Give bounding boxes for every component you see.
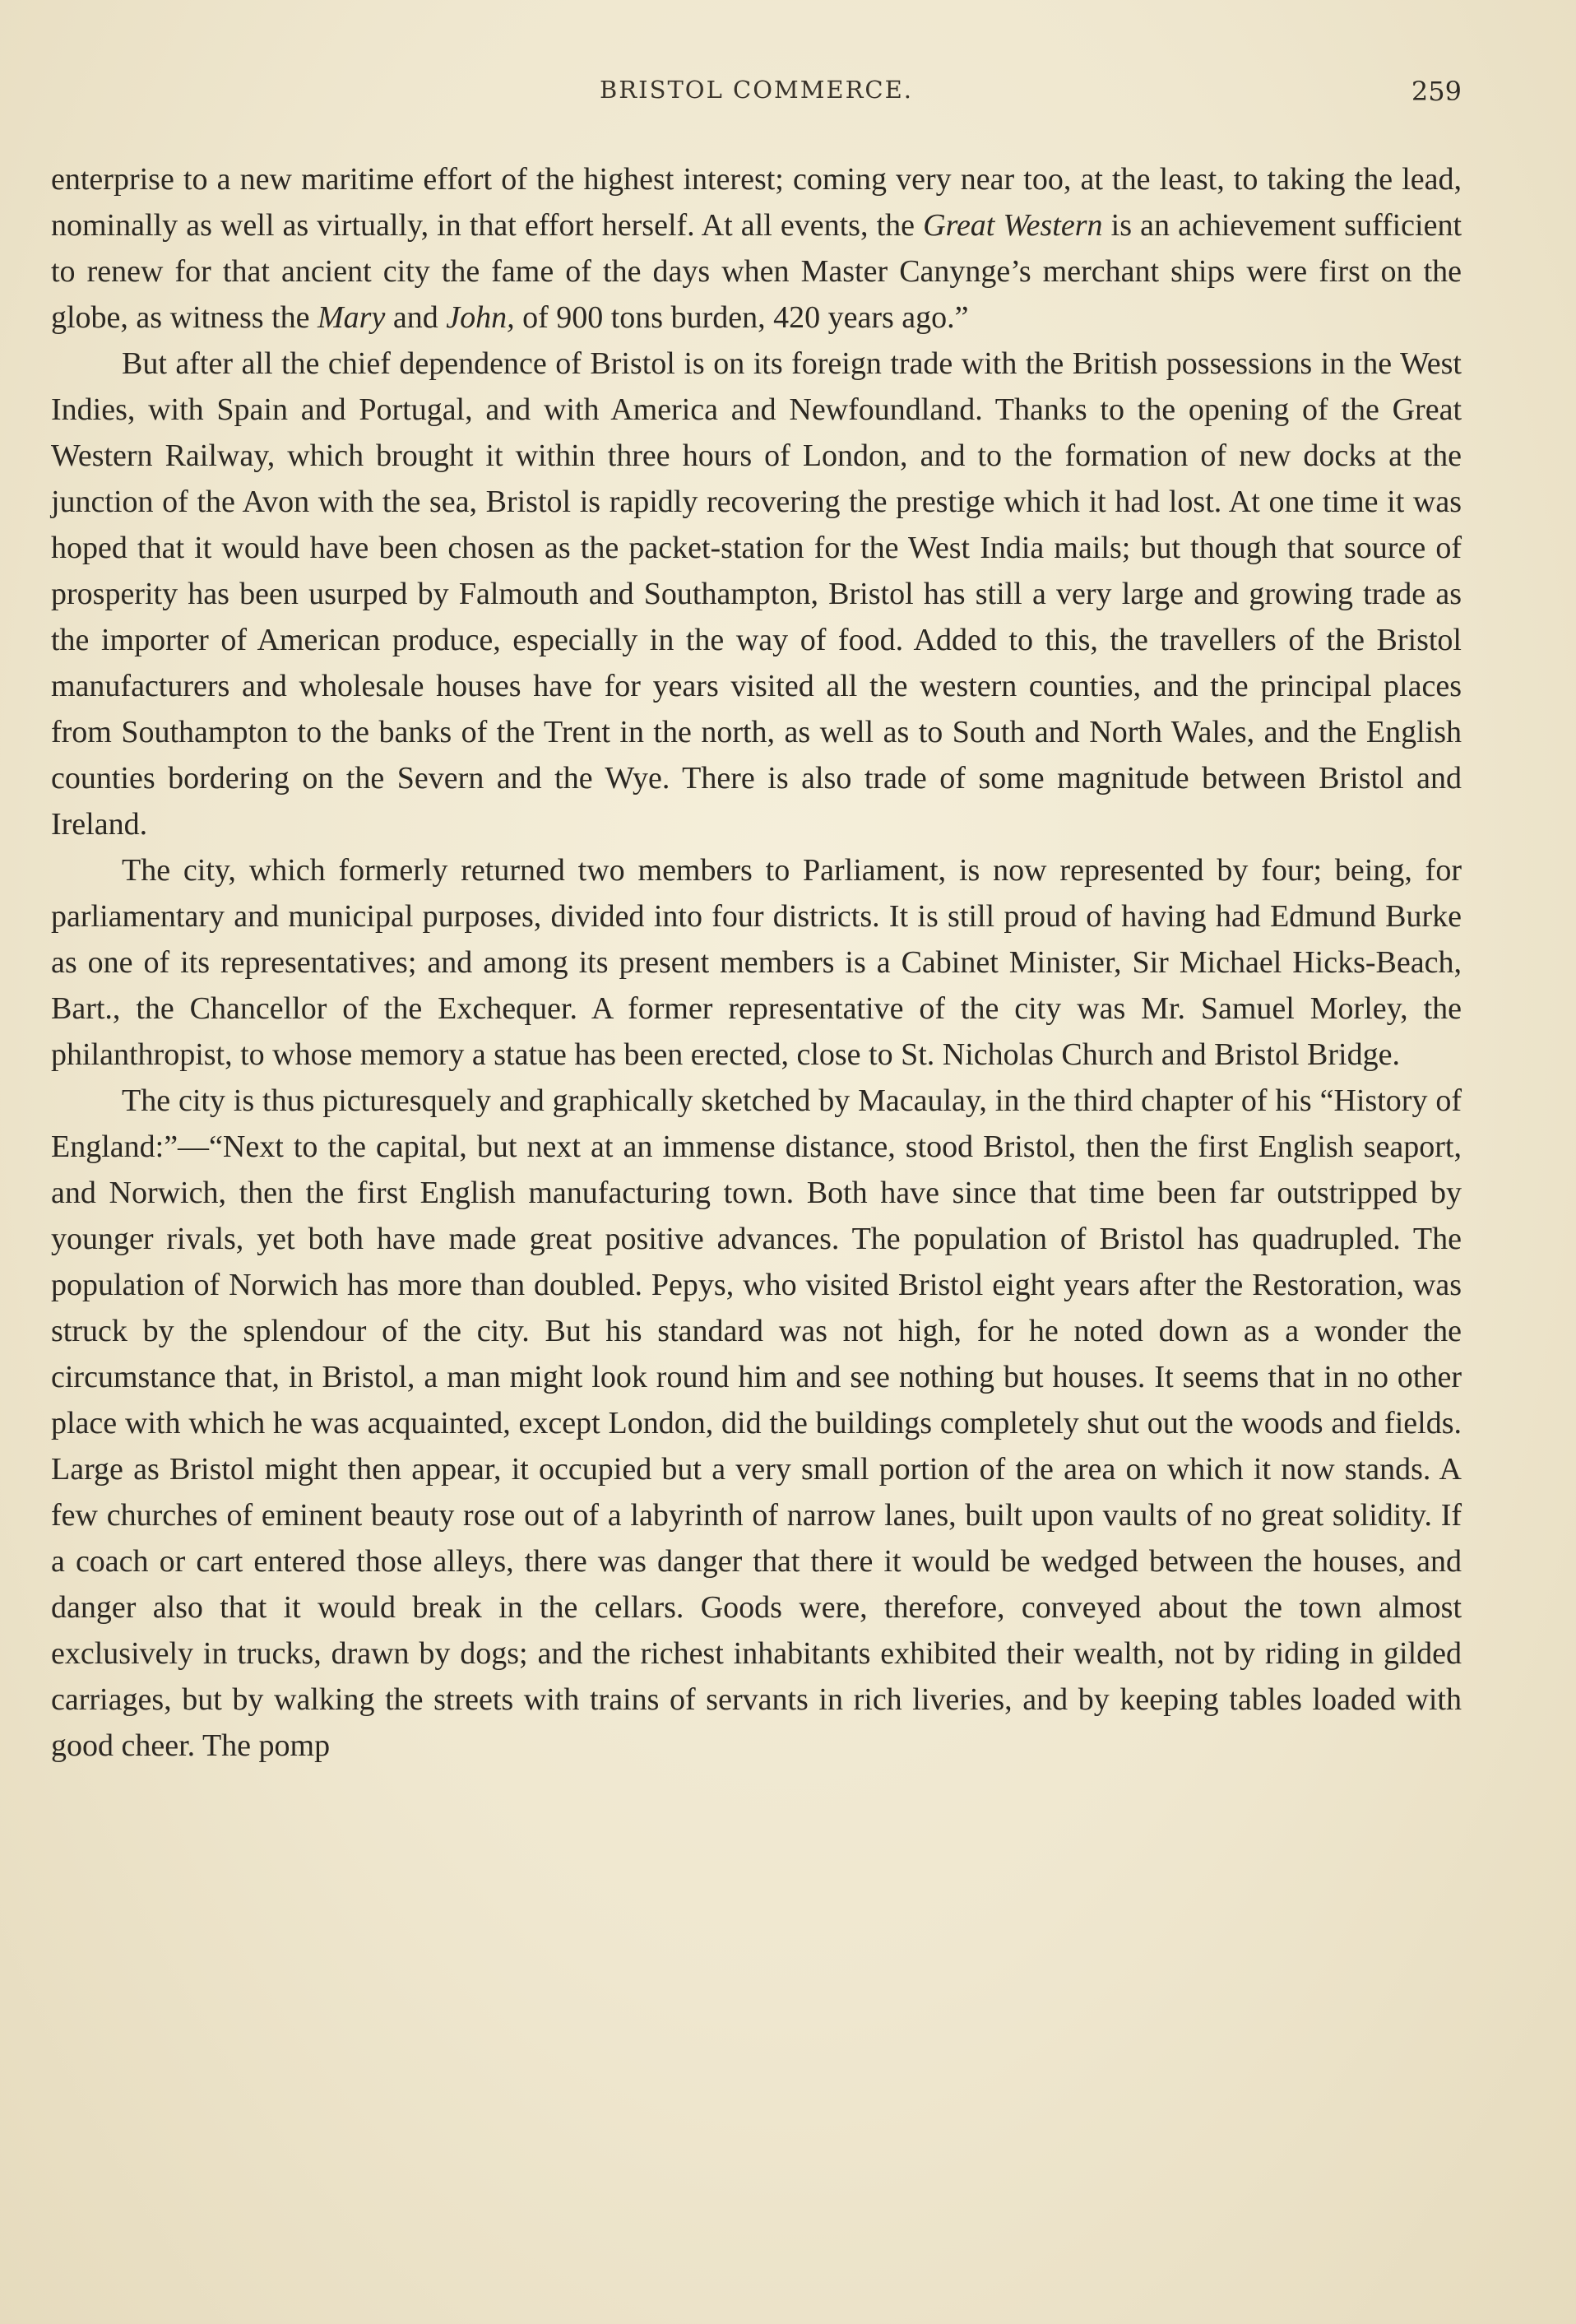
paragraph [51, 847, 1462, 1078]
italic-text: John, [446, 300, 515, 335]
text-run: of 900 tons burden, 420 years ago.” [514, 300, 969, 335]
paragraph [51, 341, 1462, 847]
text-run: and [385, 300, 447, 335]
text-run: But after all the chief dependence of Bristol is on its foreign trade with the British possessions in the West Indies, with Spain and Portugal, and with America and Newfoundland. Thanks to the opening of the Great Western Railway, which brought it within three hours of London, and to the formation of new docks at the junction of the Avon with the sea, Bristol is rapidly recovering the prestige which it had lost. At one time it was hoped that it would have been chosen as the packet-station for the West India mails; but though that source of prosperity has been usurped by Falmouth and Southampton, Bristol has still a very large and growing trade as the importer of American produce, especially in the way of food. Added to this, the travellers of the Bristol manufacturers and wholesale houses have for years visited all the western counties, and the principal places from Southampton to the banks of the Trent in the north, as well as to South and North Wales, and the English counties bordering on the Severn and the Wye. There is also trade of some magnitude between Bristol and Ireland. [51, 346, 1462, 842]
text-run: is an achievement sufficient to renew for that ancient city the fame of the days when Master Canynge’s merchant ships were first on the globe, as witness the [51, 208, 1462, 335]
page-number: 259 [1411, 76, 1462, 107]
text-run: The city is thus picturesquely and graphically sketched by Macaulay, in the third chapter of his “History of England:”—“Next to the capital, but next at an immense distance, stood Bristol, then the first English seaport, and Norwich, then the first English manufacturing town. Both have since that time been far outstripped by younger rivals, yet both have made great positive advances. The population of Bristol has quadrupled. The population of Norwich has more than doubled. Pepys, who visited Bristol eight years after the Restoration, was struck by the splendour of the city. But his standard was not high, for he noted down as a wonder the circumstance that, in Bristol, a man might look round him and see nothing but houses. It seems that in no other place with which he was acquainted, except London, did the buildings completely shut out the woods and fields. Large as Bristol might then appear, it occupied but a very small portion of the area on which it now stands. A few churches of eminent beauty rose out of a labyrinth of narrow lanes, built upon vaults of no great solidity. If a coach or cart entered those alleys, there was danger that there it would be wedged between the houses, and danger also that it would break in the cellars. Goods were, therefore, conveyed about the town almost exclusively in trucks, drawn by dogs; and the richest inhabitants exhibited their wealth, not by riding in gilded carriages, but by walking the streets with trains of servants in rich liveries, and by keeping tables loaded with good cheer. The pomp [51, 1083, 1462, 1763]
body-text [51, 156, 1462, 1769]
paragraph [51, 1078, 1462, 1769]
italic-text: Great Western [923, 208, 1103, 243]
text-run: enterprise to a new maritime effort of the highest interest; coming very near too, at the least, to taking the lead, nominally as well as virtually, in that effort herself. At all events, the [51, 162, 1462, 243]
page-header [51, 76, 1462, 109]
paragraph [51, 156, 1462, 341]
text-run: The city, which formerly returned two members to Parliament, is now represented by four; being, for parliamentary and municipal purposes, divided into four districts. It is still proud of having had Edmund Burke as one of its representatives; and among its present members is a Cabinet Minister, Sir Michael Hicks-Beach, Bart., the Chancellor of the Exchequer. A former representative of the city was Mr. Samuel Morley, the philanthropist, to whose memory a statue has been erected, close to St. Nicholas Church and Bristol Bridge. [51, 853, 1462, 1072]
italic-text: Mary [318, 300, 386, 335]
running-head: BRISTOL COMMERCE. [600, 76, 913, 104]
